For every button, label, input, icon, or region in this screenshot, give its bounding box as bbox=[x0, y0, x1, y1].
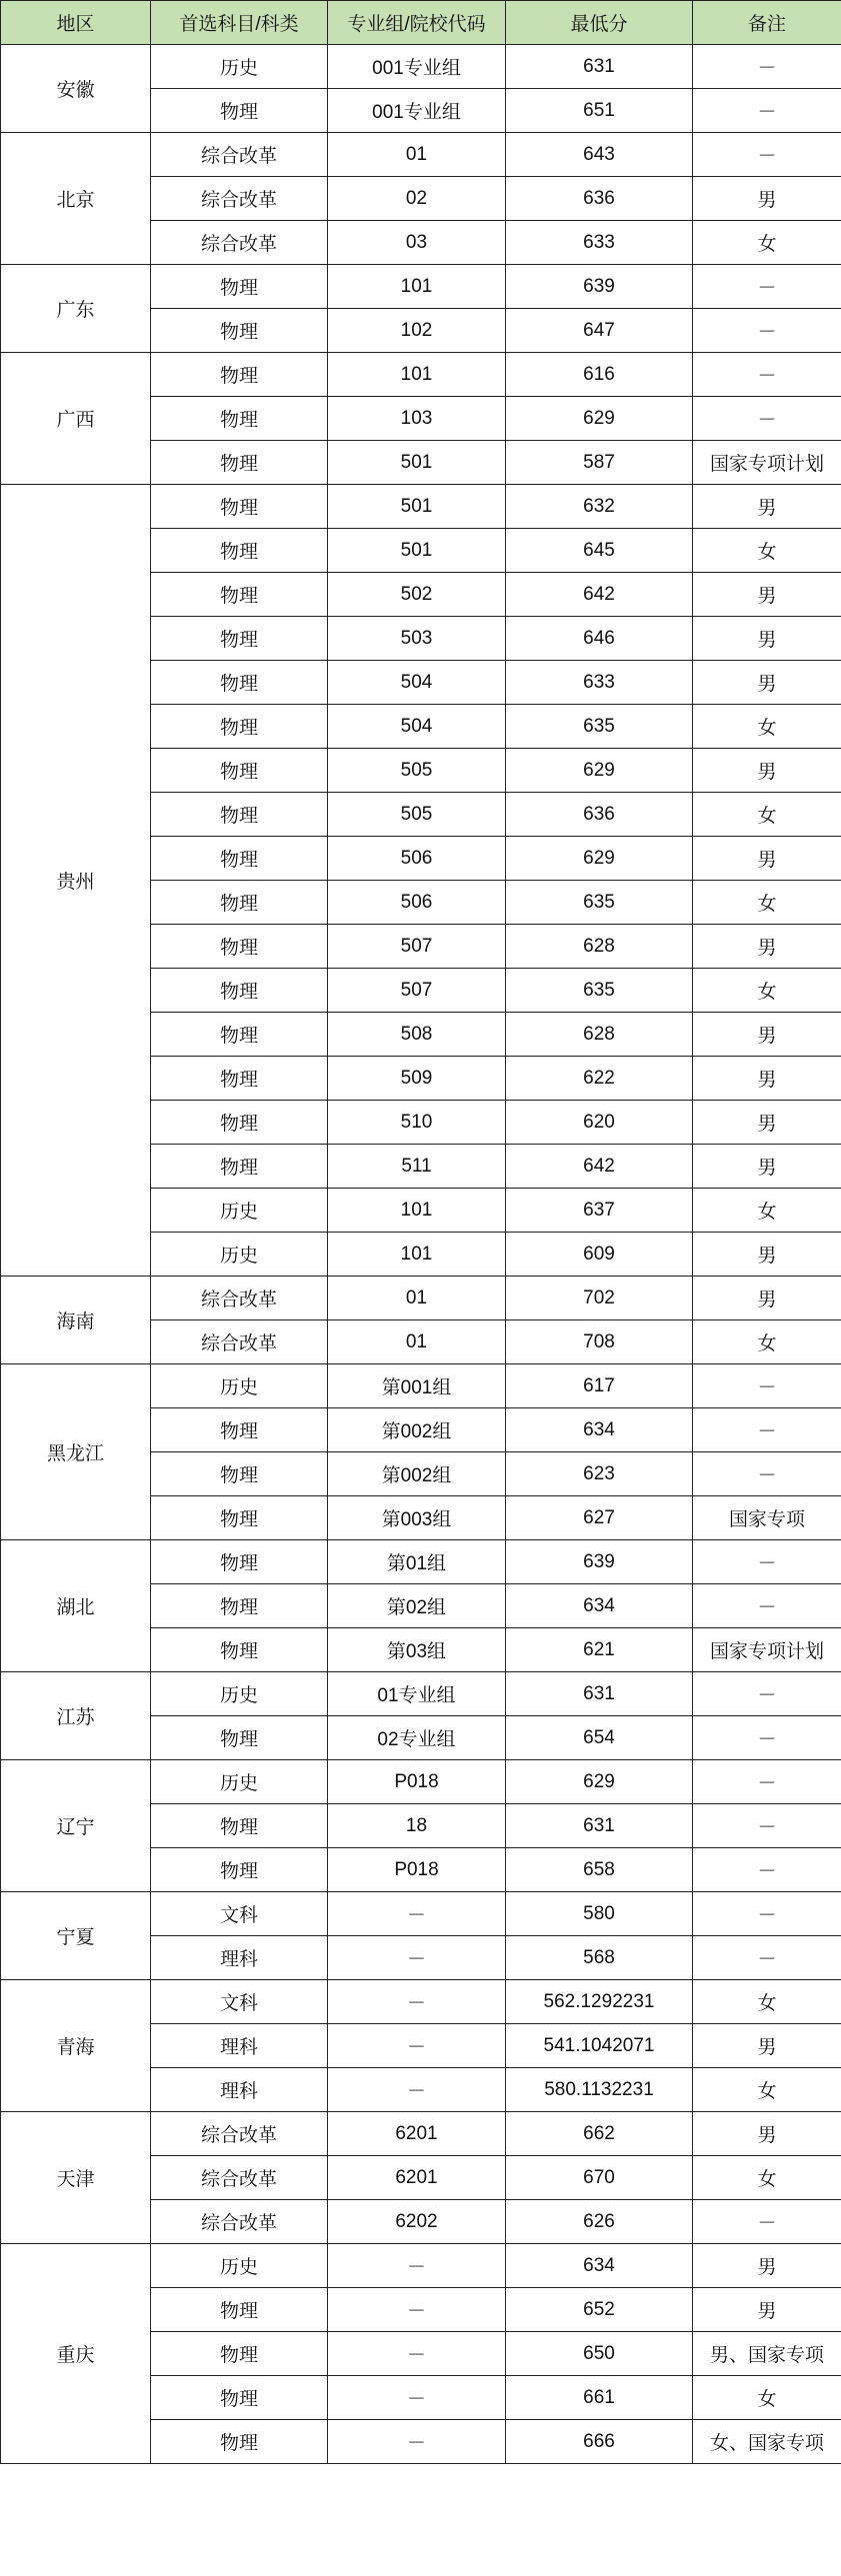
subject-cell: 物理 bbox=[151, 705, 328, 749]
min-score-cell: 654 bbox=[506, 1716, 693, 1760]
remark-cell: 男 bbox=[693, 573, 841, 617]
group-code-cell: 102 bbox=[328, 309, 506, 353]
remark-cell: 女 bbox=[693, 2068, 841, 2112]
group-code-cell: 101 bbox=[328, 353, 506, 397]
remark-cell: － bbox=[693, 133, 841, 177]
min-score-cell: 662 bbox=[506, 2112, 693, 2156]
remark-cell: 男 bbox=[693, 2288, 841, 2332]
min-score-cell: 708 bbox=[506, 1320, 693, 1364]
region-cell: 重庆 bbox=[1, 2244, 151, 2464]
subject-cell: 物理 bbox=[151, 529, 328, 573]
min-score-cell: 658 bbox=[506, 1848, 693, 1892]
subject-cell: 物理 bbox=[151, 925, 328, 969]
region-cell: 北京 bbox=[1, 133, 151, 265]
region-cell: 宁夏 bbox=[1, 1892, 151, 1980]
subject-cell: 文科 bbox=[151, 1980, 328, 2024]
min-score-cell: 629 bbox=[506, 397, 693, 441]
subject-cell: 物理 bbox=[151, 837, 328, 881]
table-row bbox=[1, 2112, 841, 2156]
header-group-code: 专业组/院校代码 bbox=[328, 1, 506, 45]
subject-cell: 历史 bbox=[151, 1672, 328, 1716]
subject-cell: 历史 bbox=[151, 1364, 328, 1408]
group-code-cell: 507 bbox=[328, 969, 506, 1013]
group-code-cell: 6201 bbox=[328, 2112, 506, 2156]
region-cell: 江苏 bbox=[1, 1672, 151, 1760]
group-code-cell: 6201 bbox=[328, 2156, 506, 2200]
remark-cell: 男 bbox=[693, 1233, 841, 1277]
group-code-cell: 18 bbox=[328, 1804, 506, 1848]
subject-cell: 物理 bbox=[151, 1013, 328, 1057]
group-code-cell: 511 bbox=[328, 1145, 506, 1189]
subject-cell: 综合改革 bbox=[151, 1320, 328, 1364]
remark-cell: － bbox=[693, 1892, 841, 1936]
header-remark: 备注 bbox=[693, 1, 841, 45]
min-score-cell: 634 bbox=[506, 1584, 693, 1628]
min-score-cell: 562.1292231 bbox=[506, 1980, 693, 2024]
remark-cell: － bbox=[693, 1540, 841, 1584]
subject-cell: 历史 bbox=[151, 2244, 328, 2288]
remark-cell: － bbox=[693, 45, 841, 89]
remark-cell: － bbox=[693, 265, 841, 309]
min-score-cell: 642 bbox=[506, 1145, 693, 1189]
subject-cell: 物理 bbox=[151, 573, 328, 617]
remark-cell: 男 bbox=[693, 177, 841, 221]
min-score-cell: 642 bbox=[506, 573, 693, 617]
min-score-cell: 636 bbox=[506, 177, 693, 221]
table-row bbox=[1, 1760, 841, 1804]
group-code-cell: 第003组 bbox=[328, 1496, 506, 1540]
remark-cell: － bbox=[693, 397, 841, 441]
group-code-cell: － bbox=[328, 1936, 506, 1980]
table-row bbox=[1, 1364, 841, 1408]
group-code-cell: 001专业组 bbox=[328, 89, 506, 133]
group-code-cell: 505 bbox=[328, 793, 506, 837]
min-score-cell: 636 bbox=[506, 793, 693, 837]
remark-cell: 女、国家专项 bbox=[693, 2420, 841, 2464]
remark-cell: － bbox=[693, 309, 841, 353]
remark-cell: 国家专项计划 bbox=[693, 441, 841, 485]
subject-cell: 物理 bbox=[151, 661, 328, 705]
remark-cell: 女 bbox=[693, 793, 841, 837]
remark-cell: 女 bbox=[693, 1980, 841, 2024]
table-row bbox=[1, 353, 841, 397]
remark-cell: 男 bbox=[693, 485, 841, 529]
min-score-cell: 651 bbox=[506, 89, 693, 133]
subject-cell: 物理 bbox=[151, 2420, 328, 2464]
group-code-cell: 01 bbox=[328, 133, 506, 177]
subject-cell: 物理 bbox=[151, 89, 328, 133]
min-score-cell: 580 bbox=[506, 1892, 693, 1936]
group-code-cell: 001专业组 bbox=[328, 45, 506, 89]
region-cell: 青海 bbox=[1, 1980, 151, 2112]
group-code-cell: － bbox=[328, 2288, 506, 2332]
subject-cell: 物理 bbox=[151, 1496, 328, 1540]
group-code-cell: 503 bbox=[328, 617, 506, 661]
table-row bbox=[1, 1980, 841, 2024]
region-cell: 辽宁 bbox=[1, 1760, 151, 1892]
header-subject: 首选科目/科类 bbox=[151, 1, 328, 45]
remark-cell: 女 bbox=[693, 2376, 841, 2420]
min-score-cell: 622 bbox=[506, 1057, 693, 1101]
min-score-cell: 568 bbox=[506, 1936, 693, 1980]
min-score-cell: 661 bbox=[506, 2376, 693, 2420]
group-code-cell: － bbox=[328, 2376, 506, 2420]
group-code-cell: P018 bbox=[328, 1760, 506, 1804]
remark-cell: 国家专项计划 bbox=[693, 1628, 841, 1672]
table-row bbox=[1, 2244, 841, 2288]
subject-cell: 物理 bbox=[151, 1057, 328, 1101]
group-code-cell: － bbox=[328, 2024, 506, 2068]
group-code-cell: 504 bbox=[328, 705, 506, 749]
subject-cell: 物理 bbox=[151, 265, 328, 309]
min-score-cell: 617 bbox=[506, 1364, 693, 1408]
table-row bbox=[1, 1540, 841, 1584]
subject-cell: 物理 bbox=[151, 1101, 328, 1145]
subject-cell: 历史 bbox=[151, 45, 328, 89]
remark-cell: 女 bbox=[693, 1320, 841, 1364]
remark-cell: － bbox=[693, 1364, 841, 1408]
remark-cell: 男 bbox=[693, 837, 841, 881]
remark-cell: － bbox=[693, 353, 841, 397]
remark-cell: 女 bbox=[693, 705, 841, 749]
min-score-cell: 632 bbox=[506, 485, 693, 529]
subject-cell: 物理 bbox=[151, 485, 328, 529]
remark-cell: － bbox=[693, 1936, 841, 1980]
subject-cell: 文科 bbox=[151, 1892, 328, 1936]
min-score-cell: 639 bbox=[506, 265, 693, 309]
subject-cell: 物理 bbox=[151, 441, 328, 485]
remark-cell: － bbox=[693, 1716, 841, 1760]
subject-cell: 物理 bbox=[151, 969, 328, 1013]
group-code-cell: 509 bbox=[328, 1057, 506, 1101]
region-cell: 天津 bbox=[1, 2112, 151, 2244]
min-score-cell: 541.1042071 bbox=[506, 2024, 693, 2068]
min-score-cell: 631 bbox=[506, 45, 693, 89]
subject-cell: 物理 bbox=[151, 397, 328, 441]
group-code-cell: 507 bbox=[328, 925, 506, 969]
min-score-cell: 702 bbox=[506, 1277, 693, 1320]
remark-cell: 男 bbox=[693, 1057, 841, 1101]
remark-cell: 男 bbox=[693, 925, 841, 969]
subject-cell: 综合改革 bbox=[151, 177, 328, 221]
remark-cell: 男 bbox=[693, 1013, 841, 1057]
min-score-cell: 637 bbox=[506, 1189, 693, 1233]
remark-cell: － bbox=[693, 1804, 841, 1848]
subject-cell: 综合改革 bbox=[151, 221, 328, 265]
group-code-cell: 510 bbox=[328, 1101, 506, 1145]
remark-cell: － bbox=[693, 1584, 841, 1628]
subject-cell: 物理 bbox=[151, 2332, 328, 2376]
remark-cell: － bbox=[693, 1452, 841, 1496]
group-code-cell: P018 bbox=[328, 1848, 506, 1892]
subject-cell: 物理 bbox=[151, 1452, 328, 1496]
group-code-cell: － bbox=[328, 2244, 506, 2288]
table-row bbox=[1, 1892, 841, 1936]
group-code-cell: 6202 bbox=[328, 2200, 506, 2244]
group-code-cell: － bbox=[328, 2332, 506, 2376]
subject-cell: 物理 bbox=[151, 1628, 328, 1672]
remark-cell: － bbox=[693, 1672, 841, 1716]
subject-cell: 物理 bbox=[151, 617, 328, 661]
remark-cell: 男 bbox=[693, 617, 841, 661]
group-code-cell: 506 bbox=[328, 837, 506, 881]
group-code-cell: 第01组 bbox=[328, 1540, 506, 1584]
remark-cell: 男 bbox=[693, 2024, 841, 2068]
group-code-cell: 第001组 bbox=[328, 1364, 506, 1408]
subject-cell: 历史 bbox=[151, 1760, 328, 1804]
min-score-cell: 652 bbox=[506, 2288, 693, 2332]
min-score-cell: 629 bbox=[506, 837, 693, 881]
group-code-cell: － bbox=[328, 2068, 506, 2112]
remark-cell: 女 bbox=[693, 221, 841, 265]
remark-cell: 男 bbox=[693, 661, 841, 705]
subject-cell: 物理 bbox=[151, 1716, 328, 1760]
min-score-cell: 616 bbox=[506, 353, 693, 397]
remark-cell: 男 bbox=[693, 1101, 841, 1145]
min-score-cell: 623 bbox=[506, 1452, 693, 1496]
min-score-cell: 639 bbox=[506, 1540, 693, 1584]
min-score-cell: 666 bbox=[506, 2420, 693, 2464]
min-score-cell: 587 bbox=[506, 441, 693, 485]
group-code-cell: 101 bbox=[328, 1189, 506, 1233]
subject-cell: 物理 bbox=[151, 2376, 328, 2420]
min-score-cell: 645 bbox=[506, 529, 693, 573]
subject-cell: 历史 bbox=[151, 1189, 328, 1233]
table-row bbox=[1, 1277, 841, 1320]
min-score-cell: 633 bbox=[506, 221, 693, 265]
header-region: 地区 bbox=[1, 1, 151, 45]
min-score-cell: 643 bbox=[506, 133, 693, 177]
subject-cell: 物理 bbox=[151, 1408, 328, 1452]
min-score-cell: 631 bbox=[506, 1804, 693, 1848]
remark-cell: 女 bbox=[693, 2156, 841, 2200]
group-code-cell: 01 bbox=[328, 1320, 506, 1364]
group-code-cell: 101 bbox=[328, 265, 506, 309]
subject-cell: 物理 bbox=[151, 1540, 328, 1584]
table-body bbox=[1, 45, 841, 2464]
region-cell: 黑龙江 bbox=[1, 1364, 151, 1540]
remark-cell: 男 bbox=[693, 2112, 841, 2156]
min-score-cell: 620 bbox=[506, 1101, 693, 1145]
min-score-cell: 629 bbox=[506, 749, 693, 793]
min-score-cell: 609 bbox=[506, 1233, 693, 1277]
group-code-cell: 502 bbox=[328, 573, 506, 617]
subject-cell: 物理 bbox=[151, 2288, 328, 2332]
group-code-cell: － bbox=[328, 2420, 506, 2464]
subject-cell: 物理 bbox=[151, 1584, 328, 1628]
remark-cell: － bbox=[693, 2200, 841, 2244]
group-code-cell: － bbox=[328, 1980, 506, 2024]
remark-cell: 国家专项 bbox=[693, 1496, 841, 1540]
group-code-cell: 506 bbox=[328, 881, 506, 925]
remark-cell: 女 bbox=[693, 969, 841, 1013]
subject-cell: 物理 bbox=[151, 309, 328, 353]
subject-cell: 综合改革 bbox=[151, 2156, 328, 2200]
min-score-cell: 646 bbox=[506, 617, 693, 661]
remark-cell: 女 bbox=[693, 1189, 841, 1233]
remark-cell: － bbox=[693, 1848, 841, 1892]
group-code-cell: 505 bbox=[328, 749, 506, 793]
group-code-cell: 03 bbox=[328, 221, 506, 265]
region-cell: 广西 bbox=[1, 353, 151, 485]
min-score-cell: 631 bbox=[506, 1672, 693, 1716]
subject-cell: 物理 bbox=[151, 1145, 328, 1189]
min-score-cell: 633 bbox=[506, 661, 693, 705]
subject-cell: 理科 bbox=[151, 2068, 328, 2112]
table-row bbox=[1, 485, 841, 529]
subject-cell: 物理 bbox=[151, 881, 328, 925]
group-code-cell: 第03组 bbox=[328, 1628, 506, 1672]
group-code-cell: 101 bbox=[328, 1233, 506, 1277]
table-row bbox=[1, 45, 841, 89]
subject-cell: 物理 bbox=[151, 793, 328, 837]
group-code-cell: 第002组 bbox=[328, 1452, 506, 1496]
table-row bbox=[1, 1672, 841, 1716]
subject-cell: 理科 bbox=[151, 2024, 328, 2068]
subject-cell: 物理 bbox=[151, 353, 328, 397]
min-score-cell: 628 bbox=[506, 1013, 693, 1057]
remark-cell: 男 bbox=[693, 749, 841, 793]
table-row bbox=[1, 133, 841, 177]
remark-cell: 男 bbox=[693, 2244, 841, 2288]
region-cell: 安徽 bbox=[1, 45, 151, 133]
group-code-cell: 02 bbox=[328, 177, 506, 221]
min-score-cell: 580.1132231 bbox=[506, 2068, 693, 2112]
group-code-cell: 01 bbox=[328, 1277, 506, 1320]
group-code-cell: 第002组 bbox=[328, 1408, 506, 1452]
table-row bbox=[1, 265, 841, 309]
min-score-cell: 650 bbox=[506, 2332, 693, 2376]
subject-cell: 历史 bbox=[151, 1233, 328, 1277]
group-code-cell: 501 bbox=[328, 485, 506, 529]
subject-cell: 理科 bbox=[151, 1936, 328, 1980]
min-score-cell: 670 bbox=[506, 2156, 693, 2200]
group-code-cell: 501 bbox=[328, 529, 506, 573]
min-score-cell: 629 bbox=[506, 1760, 693, 1804]
remark-cell: 男 bbox=[693, 1145, 841, 1189]
subject-cell: 物理 bbox=[151, 749, 328, 793]
remark-cell: 男 bbox=[693, 1277, 841, 1320]
subject-cell: 综合改革 bbox=[151, 133, 328, 177]
min-score-cell: 635 bbox=[506, 969, 693, 1013]
group-code-cell: 501 bbox=[328, 441, 506, 485]
min-score-cell: 627 bbox=[506, 1496, 693, 1540]
group-code-cell: 01专业组 bbox=[328, 1672, 506, 1716]
subject-cell: 综合改革 bbox=[151, 2112, 328, 2156]
region-cell: 湖北 bbox=[1, 1540, 151, 1672]
region-cell: 广东 bbox=[1, 265, 151, 353]
group-code-cell: 103 bbox=[328, 397, 506, 441]
remark-cell: － bbox=[693, 89, 841, 133]
subject-cell: 物理 bbox=[151, 1804, 328, 1848]
min-score-cell: 647 bbox=[506, 309, 693, 353]
min-score-cell: 635 bbox=[506, 705, 693, 749]
remark-cell: 男、国家专项 bbox=[693, 2332, 841, 2376]
subject-cell: 综合改革 bbox=[151, 2200, 328, 2244]
region-cell: 贵州 bbox=[1, 485, 151, 1277]
group-code-cell: 508 bbox=[328, 1013, 506, 1057]
min-score-cell: 628 bbox=[506, 925, 693, 969]
min-score-cell: 621 bbox=[506, 1628, 693, 1672]
table-header-row bbox=[1, 1, 841, 45]
region-cell: 海南 bbox=[1, 1277, 151, 1364]
remark-cell: 女 bbox=[693, 529, 841, 573]
min-score-cell: 635 bbox=[506, 881, 693, 925]
subject-cell: 综合改革 bbox=[151, 1277, 328, 1320]
min-score-cell: 626 bbox=[506, 2200, 693, 2244]
group-code-cell: 504 bbox=[328, 661, 506, 705]
group-code-cell: 02专业组 bbox=[328, 1716, 506, 1760]
group-code-cell: － bbox=[328, 1892, 506, 1936]
remark-cell: － bbox=[693, 1760, 841, 1804]
remark-cell: － bbox=[693, 1408, 841, 1452]
min-score-cell: 634 bbox=[506, 1408, 693, 1452]
header-min-score: 最低分 bbox=[506, 1, 693, 45]
min-score-cell: 634 bbox=[506, 2244, 693, 2288]
group-code-cell: 第02组 bbox=[328, 1584, 506, 1628]
subject-cell: 物理 bbox=[151, 1848, 328, 1892]
remark-cell: 女 bbox=[693, 881, 841, 925]
